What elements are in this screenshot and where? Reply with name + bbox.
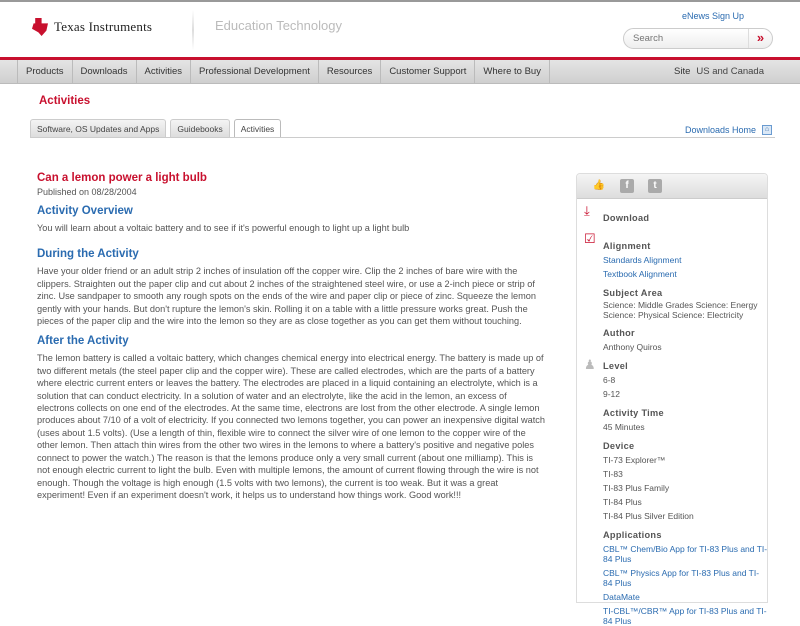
activity-time-label: Activity Time <box>603 408 664 418</box>
subject-label: Subject Area <box>603 288 663 298</box>
textbook-alignment-link[interactable]: Textbook Alignment <box>603 269 677 279</box>
application-link[interactable]: DataMate <box>603 592 640 602</box>
site-selector[interactable] <box>674 66 764 77</box>
section-text: The lemon battery is called a voltaic battery, which changes chemical energy into electrical energy. The battery is made up of two different metals (the steel paper clip and the copper wire). These are called electrodes, which are the parts of a battery where electric current enters or leaves the battery. The electrodes are placed in a liquid containing an electrolyte, which is a solution that can conduct electricity. In a solution of water and an electrolyte, like the acid in the lemon, an excess of electrons collects on one end of the electrodes. At the same time, electrons are lost from the other electrode. A single lemon produces about 7/10 of a volt of electricity. If you connected two lemons together, you can power an inexpensive digital watch (uses about 1.5 volts). (Use a length of thin, flexible wire to connect the silver wire of one lemon to the copper wire of the other lemon. Then attach thin wires from the other two wires in the lemons to where a battery's positive and negative poles connect to power the watch.) The reason is that the lemons produce only a very small current (about one milliamp). This is not enough electric current to light the bulb. Even with multiple lemons, the amount of current flowing through the wire is not enough. Though the voltage is high enough (1.5 volts with two lemons), the current is too weak. But it was a great experiment! Even if an experiment doesn't work, it helps us to understand how things work. Good work!!! <box>37 353 545 500</box>
application-link[interactable]: TI-CBL™/CBR™ App for TI-83 Plus and TI-84 Plus <box>603 606 767 626</box>
section-title: Education Technology <box>215 18 342 33</box>
subject-value: Science: Middle Grades Science: Energy <box>603 300 758 310</box>
nav-products[interactable]: Products <box>17 60 72 84</box>
home-icon: ⌂ <box>762 125 772 135</box>
downloads-home-link[interactable] <box>685 125 772 135</box>
search-input[interactable] <box>624 33 748 44</box>
header-divider <box>192 10 194 50</box>
subject-value: Science: Physical Science: Electricity <box>603 309 744 320</box>
published-date: Published on 08/28/2004 <box>37 187 137 197</box>
device-value: TI-84 Plus <box>603 497 642 507</box>
search-button[interactable]: » <box>748 29 772 48</box>
alignment-label: Alignment <box>603 241 651 251</box>
author-value: Anthony Quiros <box>603 342 662 352</box>
twitter-icon[interactable]: t <box>648 179 662 193</box>
tab-activities[interactable]: Activities <box>234 119 282 138</box>
nav-activities[interactable]: Activities <box>136 60 190 84</box>
facebook-icon[interactable]: f <box>620 179 634 193</box>
social-bar <box>577 174 767 199</box>
site-value: US and Canada <box>696 66 764 77</box>
nav-downloads[interactable]: Downloads <box>72 60 136 84</box>
tab-divider <box>30 137 775 138</box>
device-value: TI-83 <box>603 469 623 479</box>
author-icon: ♟ <box>584 357 596 372</box>
tab-software[interactable]: Software, OS Updates and Apps <box>30 119 166 137</box>
tab-bar <box>30 119 281 138</box>
standards-alignment-link[interactable]: Standards Alignment <box>603 255 682 265</box>
page-heading: Activities <box>39 95 91 107</box>
article-title: Can a lemon power a light bulb <box>37 172 207 184</box>
section-text: Have your older friend or an adult strip 2 inches of insulation off the copper wire. Clip the 2 inches of bare wire with the clippers. Straighten out the paper clip and cut about 2 inches of the straightened steel wire, or use a 2-inch piece or strip of zinc. Use sandpaper to smooth any rough spots on the ends of the wire and paper clip or piece of zinc. Squeeze the lemon gently with your hands. But don't rupture the lemon's skin. Rolling it on a table with a little pressure works great. Push the pieces of the paper clip and the wire into the lemon so they are as close together as you can get them without touching. <box>37 266 536 327</box>
level-label: Level <box>603 361 628 371</box>
brand-name: Texas Instruments <box>54 19 153 34</box>
downloads-home-label: Downloads Home <box>684 125 756 135</box>
nav-resources[interactable]: Resources <box>318 60 380 84</box>
ti-logo[interactable] <box>32 18 152 36</box>
enews-signup-link[interactable]: eNews Sign Up <box>681 11 744 21</box>
section-heading: Activity Overview <box>37 205 133 217</box>
applications-label: Applications <box>603 530 662 540</box>
device-value: TI-83 Plus Family <box>603 483 670 493</box>
top-border <box>0 0 800 2</box>
nav-professional-development[interactable]: Professional Development <box>190 60 318 84</box>
tab-guidebooks[interactable]: Guidebooks <box>170 119 229 137</box>
level-value: 9-12 <box>603 389 621 399</box>
application-link[interactable]: CBL™ Physics App for TI-83 Plus and TI-84 Plus <box>603 568 760 588</box>
device-value: TI-73 Explorer™ <box>603 455 666 465</box>
activity-time-value: 45 Minutes <box>603 422 645 432</box>
level-value: 6-8 <box>603 375 616 385</box>
sidebar <box>576 173 768 626</box>
section-heading: During the Activity <box>37 248 139 261</box>
search-box <box>623 28 773 49</box>
site-label: Site <box>674 66 691 77</box>
section-text: You will learn about a voltaic battery and to see if it's powerful enough to light up a light bulb <box>37 223 410 233</box>
download-icon: ⤓ <box>584 203 590 218</box>
section-heading: After the Activity <box>37 335 129 348</box>
device-value: TI-84 Plus Silver Edition <box>603 511 694 521</box>
download-link[interactable]: Download <box>603 213 650 223</box>
author-label: Author <box>603 328 635 338</box>
nav-where-to-buy[interactable]: Where to Buy <box>474 60 550 84</box>
device-label: Device <box>603 441 635 451</box>
application-link[interactable]: CBL™ Chem/Bio App for TI-83 Plus and TI-84 Plus <box>603 544 768 564</box>
ti-logo-icon <box>32 18 48 36</box>
checkbox-icon: ☑ <box>584 231 596 246</box>
nav-customer-support[interactable]: Customer Support <box>380 60 474 84</box>
article <box>37 172 545 501</box>
like-icon[interactable]: 👍 <box>592 180 606 191</box>
